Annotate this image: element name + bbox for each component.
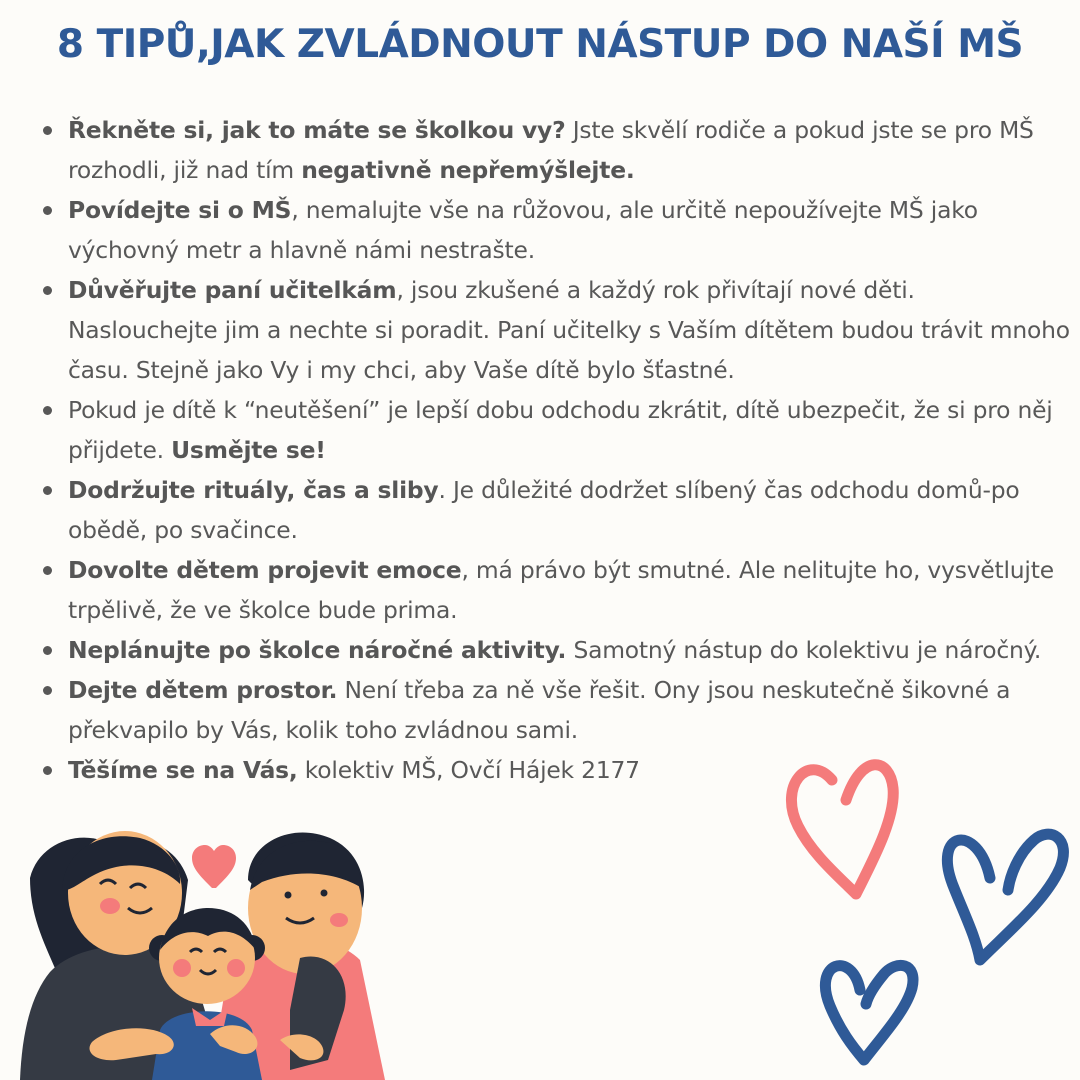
tip-text: Pokud je dítě k “neutěšení” je lepší dobu odchodu zkrátit, dítě ubezpečit, že si pro něj přijdete. [68,396,1053,464]
tip-text: , jsou zkušené a každý rok přivítají nové děti. Naslouchejte jim a nechte si poradit. Paní učitelky s Vaším dítětem budou trávit mnoho času. Stejně jako Vy i my chci, aby Vaše dítě bylo šťastné. [68,276,1070,384]
tip-text: . Je důležité dodržet slíbený čas odchodu domů-po obědě, po svačince. [68,476,1020,544]
tip-bold: Povídejte si o MŠ [68,196,292,224]
tip-bold: Těšíme se na Vás, [68,756,298,784]
heart-blue-icon [947,834,1063,960]
list-item [38,270,1070,390]
list-item [38,110,1070,190]
tip-text: Jste skvělí rodiče a pokud jste se pro MŠ rozhodli, již nad tím [68,116,1034,184]
tip-bold-2: negativně nepřemýšlejte. [301,156,635,184]
page-title: 8 TIPŮ,JAK ZVLÁDNOUT NÁSTUP DO NAŠÍ MŠ [56,22,1024,67]
list-item [38,390,1070,470]
heart-small-pink-icon [192,845,236,888]
list-item [38,750,1070,790]
list-item [38,670,1070,750]
heart-blue-small-icon [825,965,913,1060]
tip-bold: Dovolte dětem projevit emoce [68,556,462,584]
tip-text: , nemalujte vše na růžovou, ale určitě nepoužívejte MŠ jako výchovný metr a hlavně námi nestrašte. [68,196,978,264]
tip-text: kolektiv MŠ, Ovčí Hájek 2177 [297,756,640,784]
tip-bold: Dodržujte rituály, čas a sliby [68,476,439,504]
list-item [38,470,1070,550]
list-item [38,630,1070,670]
tip-bold: Důvěřujte paní učitelkám [68,276,397,304]
tip-text: Samotný nástup do kolektivu je náročný. [566,636,1042,664]
tip-text: , má právo být smutné. Ale nelitujte ho, vysvětlujte trpělivě, že ve školce bude prima. [68,556,1054,624]
list-item [38,550,1070,630]
list-item [38,190,1070,270]
family-hug-icon [20,831,385,1080]
tip-text: Není třeba za ně vše řešit. Ony jsou neskutečně šikovné a překvapilo by Vás, kolik toho zvládnou sami. [68,676,1011,744]
tip-bold: Řekněte si, jak to máte se školkou vy? [68,116,566,144]
tip-bold: Neplánujte po školce náročné aktivity. [68,636,567,664]
tip-bold: Dejte dětem prostor. [68,676,338,704]
tip-bold-2: Usmějte se! [171,436,326,464]
tips-list [38,110,1070,790]
